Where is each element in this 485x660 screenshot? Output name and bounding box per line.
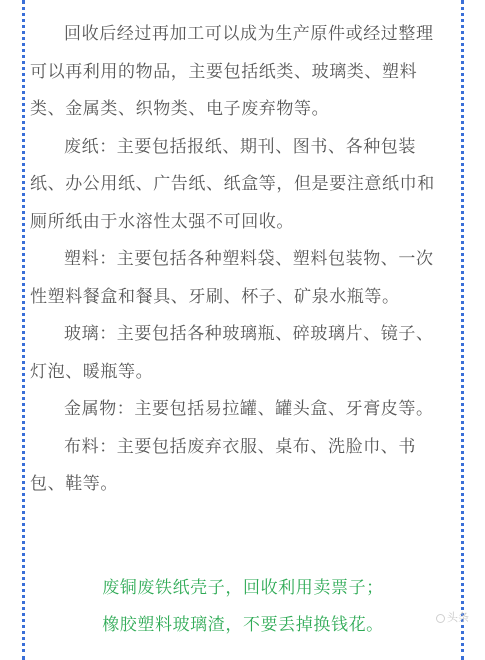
- glass-paragraph: 玻璃：主要包括各种玻璃瓶、碎玻璃片、镜子、灯泡、暖瓶等。: [30, 324, 434, 382]
- metal-paragraph: 金属物：主要包括易拉罐、罐头盒、牙膏皮等。: [64, 399, 434, 419]
- intro-paragraph: 回收后经过再加工可以成为生产原件或经过整理可以再利用的物品，主要包括纸类、玻璃类、塑料类、金属类、织物类、电子废弃物等。: [30, 24, 434, 119]
- watermark: [436, 611, 469, 625]
- fabric-paragraph: 布料：主要包括废弃衣服、桌布、洗脸巾、书包、鞋等。: [30, 436, 416, 494]
- watermark-logo-icon: [436, 614, 445, 623]
- paper-paragraph: 废纸：主要包括报纸、期刊、图书、各种包装纸、办公用纸、广告纸、纸盒等，但是要注意纸巾和厕所纸由于水溶性太强不可回收。: [30, 136, 435, 232]
- plastic-paragraph: 塑料：主要包括各种塑料袋、塑料包装物、一次性塑料餐盒和餐具、牙刷、杯子、矿泉水瓶等。: [30, 249, 434, 307]
- watermark-text: 头条: [447, 611, 469, 624]
- slogan-line-2: 橡胶塑料玻璃渣，不要丢掉换钱花。: [102, 615, 384, 635]
- article-body: [30, 16, 444, 504]
- slogan-line-1: 废铜废铁纸壳子，回收利用卖票子；: [102, 578, 384, 598]
